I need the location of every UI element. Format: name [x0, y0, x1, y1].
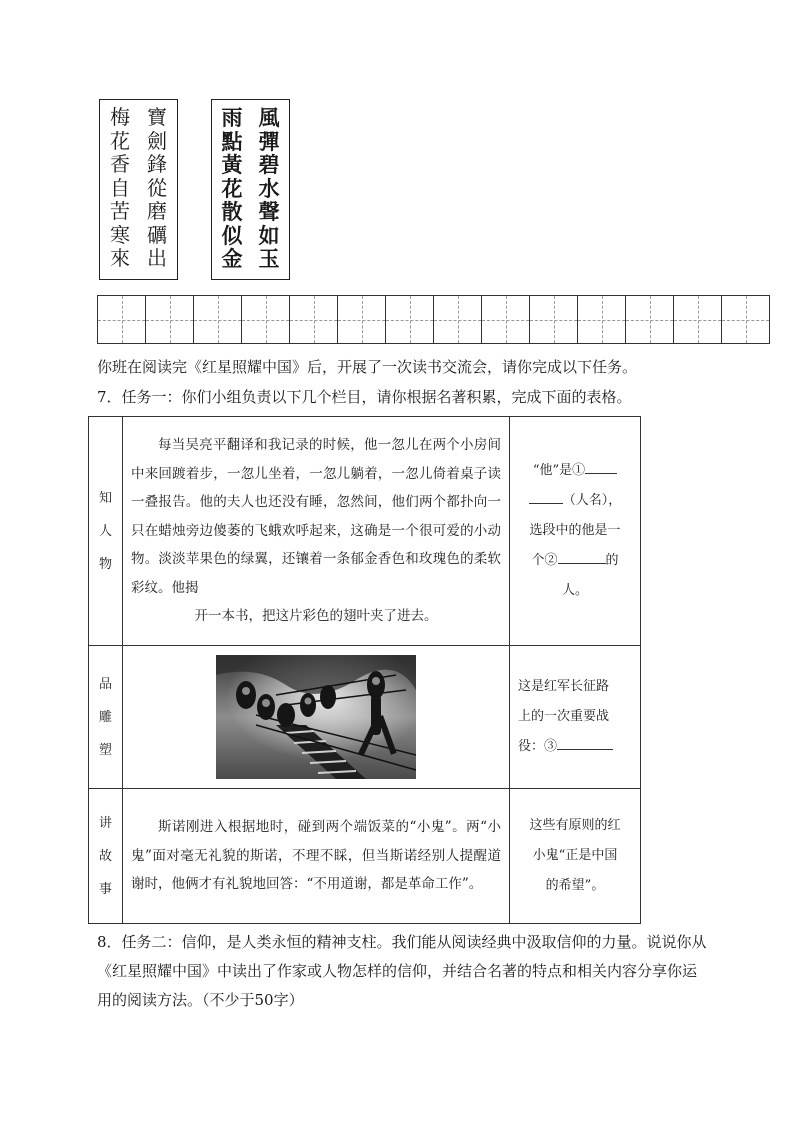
couplet-char: 散	[221, 199, 243, 224]
sculpture-cell	[123, 646, 510, 789]
couplet-char: 似	[221, 222, 243, 248]
couplet-char: 如	[258, 222, 280, 248]
couplet-char: 來	[110, 246, 130, 270]
couplet-char: 寒	[110, 222, 130, 247]
question-8: 8．任务二：信仰，是人类永恒的精神支柱。我们能从阅读经典中汲取信仰的力量。说说你从《红星照耀中国》中读出了作家或人物怎样的信仰，并结合名著的特点和相关内容分享你运用的阅读方法。（不少于50字）	[97, 933, 707, 1009]
couplet-column	[257, 106, 281, 279]
couplet-box-right	[211, 99, 290, 280]
couplet-char: 玉	[258, 246, 280, 271]
table-row	[89, 417, 641, 646]
answer-text: 这是红军长征路	[518, 679, 610, 694]
grid-cell[interactable]	[290, 296, 338, 343]
table-row	[89, 646, 641, 789]
blank-1[interactable]	[585, 459, 617, 474]
couplet-column	[220, 106, 244, 279]
couplet-char: 鋒	[147, 152, 167, 176]
answer-text: 上的一次重要战	[518, 709, 610, 724]
couplet-char: 彈	[258, 128, 280, 154]
couplet-char: 劍	[147, 128, 167, 153]
blank-1-cont[interactable]	[529, 489, 563, 504]
category-char: 品	[98, 676, 112, 692]
story-cell	[123, 789, 510, 924]
couplet-char: 黃	[221, 152, 243, 177]
story-text: 斯诺刚进入根据地时，碰到两个端饭菜的“小鬼”。两“小鬼”面对毫无礼貌的斯诺，不理不睬，但当斯诺经别人提醒道谢时，他俩才有礼貌地回答：“不用道谢，都是革命工作”。	[131, 819, 501, 893]
answer-text: 个②	[531, 553, 558, 568]
couplet-char: 雨	[221, 105, 243, 130]
couplet-char: 碧	[258, 152, 280, 177]
answer-text: 选段中的他是一	[529, 523, 621, 538]
grid-cell[interactable]	[338, 296, 386, 343]
grid-cell[interactable]	[146, 296, 194, 343]
answer-text: 役：③	[518, 739, 558, 754]
category-char: 讲	[98, 815, 112, 831]
grid-cell[interactable]	[434, 296, 482, 343]
category-char: 事	[98, 881, 112, 897]
writing-grid[interactable]	[97, 295, 770, 344]
couplet-char: 水	[258, 175, 280, 201]
couplet-char: 寶	[147, 105, 167, 129]
category-cell	[89, 646, 123, 789]
couplet-char: 梅	[110, 105, 130, 129]
answer-cell[interactable]	[510, 417, 641, 646]
couplet-box-left	[99, 99, 178, 280]
category-char: 人	[98, 523, 112, 539]
category-char: 故	[98, 848, 112, 864]
couplet-char: 金	[221, 246, 243, 271]
couplet-column	[145, 106, 169, 279]
task-table	[88, 416, 641, 924]
answer-text: 的希望”。	[545, 878, 605, 893]
answer-cell	[510, 789, 641, 924]
answer-text: “他”是①	[532, 463, 586, 478]
answer-text: 这些有原则的红	[529, 818, 621, 833]
sculpture-painting	[216, 655, 416, 779]
couplet-char: 從	[147, 175, 167, 200]
couplet-char: 風	[258, 105, 280, 130]
question-7: 7．任务一：你们小组负责以下几个栏目，请你根据名著积累，完成下面的表格。	[97, 388, 632, 406]
couplet-char: 香	[110, 152, 130, 176]
category-char: 雕	[98, 709, 112, 725]
category-char: 物	[98, 556, 112, 572]
couplet-char: 花	[221, 175, 243, 201]
passage-cell	[123, 417, 510, 646]
answer-text: 的	[605, 553, 619, 568]
intro-text: 你班在阅读完《红星照耀中国》后，开展了一次读书交流会，请你完成以下任务。	[97, 358, 638, 376]
table-row	[89, 789, 641, 924]
answer-text: 人。	[561, 583, 588, 598]
grid-cell[interactable]	[98, 296, 146, 343]
passage-text: 每当吴亮平翻译和我记录的时候，他一忽儿在两个小房间中来回踱着步，一忽儿坐着，一忽儿躺着，一忽儿倚着桌子读一叠报告。他的夫人也还没有睡，忽然间，他们两个都扑向一只在蜡烛旁边傻萎的飞蛾欢呼起来，这确是一个很可爱的小动物。淡淡苹果色的绿翼，还镶着一条郁金香色和玫瑰色的柔软彩纹。他揭	[131, 437, 501, 596]
grid-cell[interactable]	[626, 296, 674, 343]
couplet-char: 點	[221, 128, 243, 154]
couplet-char: 礪	[147, 222, 167, 247]
grid-cell[interactable]	[674, 296, 722, 343]
couplet-char: 出	[147, 246, 167, 270]
answer-text: （人名），	[562, 493, 622, 508]
couplet-char: 苦	[110, 199, 130, 223]
answer-text: 小鬼“正是中国	[532, 848, 618, 863]
category-char: 知	[98, 490, 112, 506]
couplet-char: 花	[110, 128, 130, 153]
passage-tail: 开一本书，把这片彩色的翅叶夹了进去。	[194, 608, 438, 625]
grid-cell[interactable]	[722, 296, 770, 343]
category-char: 塑	[98, 742, 112, 758]
grid-cell[interactable]	[482, 296, 530, 343]
grid-cell[interactable]	[386, 296, 434, 343]
couplet-char: 磨	[147, 199, 167, 223]
grid-cell[interactable]	[194, 296, 242, 343]
category-cell	[89, 417, 123, 646]
couplet-column	[108, 106, 132, 279]
couplet-char: 自	[110, 175, 130, 200]
category-cell	[89, 789, 123, 924]
blank-3[interactable]	[557, 735, 613, 750]
blank-2[interactable]	[558, 549, 606, 564]
grid-cell[interactable]	[242, 296, 290, 343]
grid-cell[interactable]	[578, 296, 626, 343]
answer-cell[interactable]	[510, 646, 641, 789]
grid-cell[interactable]	[530, 296, 578, 343]
couplet-char: 聲	[258, 199, 280, 224]
